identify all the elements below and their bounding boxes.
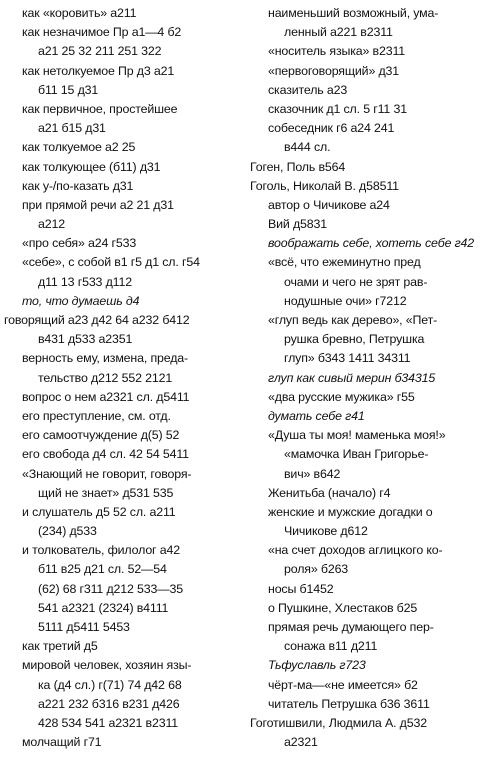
index-entry-line: а21 25 32 211 251 322 xyxy=(38,44,162,59)
index-entry-line: очами и чего не зрят рав- xyxy=(284,274,428,289)
index-entry-line: (62) 68 г311 д212 533—35 xyxy=(38,581,184,596)
index-entry-line: и толкователь, филолог а42 xyxy=(22,543,180,558)
index-column-left xyxy=(4,4,240,752)
index-entry-line: щий не знает» д531 535 xyxy=(38,485,174,500)
index-entry-line: «Душа ты моя! маменька моя!» xyxy=(268,428,446,443)
index-entry-line: молчащий г71 xyxy=(22,735,102,750)
index-entry-line: верность ему, измена, преда- xyxy=(22,351,189,366)
index-entry-line: думать себе г41 xyxy=(268,408,365,423)
index-entry-line: автор о Чичикове а24 xyxy=(268,197,390,212)
index-entry-line: как нетолкуемое Пр д3 а21 xyxy=(22,63,175,78)
index-entry-line: «глуп ведь как дерево», «Пет- xyxy=(268,313,438,327)
index-entry-line: как третий д5 xyxy=(22,639,98,654)
index-entry-line: нодушные очи» г7212 xyxy=(284,293,407,308)
index-entry-line: 541 а2321 (2324) в4111 xyxy=(38,600,169,615)
index-entry-line: мировой человек, хозяин язы- xyxy=(22,658,192,673)
index-entry-line: в431 д533 а2351 xyxy=(38,332,133,347)
index-entry-line: Гоголь, Николай В. д58511 xyxy=(250,178,399,193)
index-entry-line: а21 б15 д31 xyxy=(38,121,106,136)
index-entry-line: как толкуемое а2 25 xyxy=(22,140,136,155)
index-entry-line: его преступление, см. отд. xyxy=(22,408,171,423)
index-entry-line: вич» в642 xyxy=(284,466,341,481)
index-entry-line: носы б1452 xyxy=(268,581,334,596)
index-entry-line: а2321 xyxy=(284,735,318,750)
index-entry-line: как толкующее (б11) д31 xyxy=(22,159,161,174)
index-entry-line: 5111 д5411 5453 xyxy=(38,620,130,634)
index-entry-line: как у-/по-казать д31 xyxy=(22,178,134,193)
index-entry-line: глуп как сивый мерин б34315 xyxy=(268,370,436,385)
index-entry-line: «Знающий не говорит, говоря- xyxy=(22,466,192,481)
index-entry-line: сонажа в11 д211 xyxy=(284,639,378,654)
index-entry-line: как незначимое Пр а1—4 б2 xyxy=(22,25,182,40)
index-entry-line: Чичикове д612 xyxy=(284,524,368,539)
index-entry-line: «мамочка Иван Григорье- xyxy=(284,447,429,462)
index-entry-line: сказочник д1 сл. 5 г11 31 xyxy=(268,101,407,116)
index-entry-line: «про себя» а24 г533 xyxy=(22,236,137,251)
index-entry-line: чёрт-ма—«не имеется» б2 xyxy=(268,677,418,692)
index-entry-line: наименьший возможный, ума- xyxy=(268,6,439,20)
index-entry-line: женские и мужские догадки о xyxy=(268,504,433,519)
index-entry-line: ленный а221 в2311 xyxy=(284,25,393,40)
index-entry-line: б11 в25 д21 сл. 52—54 xyxy=(38,562,167,577)
index-entry-line: «носитель языка» в2311 xyxy=(268,44,406,59)
index-entry-line: сказитель а23 xyxy=(268,82,348,97)
index-entry-line: воображать себе, хотеть себе г42 xyxy=(268,236,475,251)
index-entry-line: рушка бревно, Петрушка xyxy=(284,332,425,347)
index-entry-line: «на счет доходов аглицкого ко- xyxy=(268,543,443,558)
index-entry-line: при прямой речи а2 21 д31 xyxy=(22,197,174,212)
index-entry-line: ка (д4 сл.) г(71) 74 д42 68 xyxy=(38,677,182,692)
index-entry-line: «первоговорящий» д31 xyxy=(268,63,400,78)
index-entry-line: как «коровить» а211 xyxy=(22,6,137,20)
index-entry-line: вопрос о нем а2321 сл. д5411 xyxy=(22,389,190,404)
index-entry-line: б11 15 д31 xyxy=(38,82,99,97)
index-entry-line: в444 сл. xyxy=(284,140,331,155)
index-entry-line: говорящий а23 д42 64 а232 б412 xyxy=(4,313,190,327)
index-entry-line: 428 534 541 а2321 в2311 xyxy=(38,715,179,730)
index-entry-line: «два русские мужика» г55 xyxy=(268,389,415,404)
index-column-right xyxy=(250,4,478,752)
index-entry-line: Вий д5831 xyxy=(268,217,327,232)
index-entry-line: и слушатель д5 52 сл. а211 xyxy=(22,504,176,519)
index-entry-line: читатель Петрушка б36 3611 xyxy=(268,696,430,711)
index-entry-line: «всё, что ежеминутно пред xyxy=(268,255,421,270)
index-entry-line: глуп» б343 1411 34311 xyxy=(284,351,411,366)
index-entry-line: его самоотчуждение д(5) 52 xyxy=(22,428,180,443)
index-entry-line: тельство д212 552 2121 xyxy=(38,370,173,385)
index-entry-line: собеседник г6 а24 241 xyxy=(268,121,395,136)
index-entry-line: (234) д533 xyxy=(38,524,97,539)
index-entry-line: как первичное, простейшее xyxy=(22,101,178,116)
index-entry-line: д11 13 г533 д112 xyxy=(38,274,132,289)
index-entry-line: «себе», с собой в1 г5 д1 сл. г54 xyxy=(22,255,200,270)
index-entry-line: Гоген, Поль в564 xyxy=(250,159,346,174)
index-entry-line: о Пушкине, Хлестаков б25 xyxy=(268,600,418,615)
index-entry-line: прямая речь думающего пер- xyxy=(268,620,434,634)
index-entry-line: роля» б263 xyxy=(284,562,349,577)
index-entry-line: то, что думаешь д4 xyxy=(22,293,140,308)
index-entry-line: а221 232 б316 в231 д426 xyxy=(38,696,180,711)
index-entry-line: Гоготишвили, Людмила А. д532 xyxy=(250,715,427,730)
index-entry-line: Женитьба (начало) г4 xyxy=(268,485,391,500)
index-entry-line: его свобода д4 сл. 42 54 5411 xyxy=(22,447,189,462)
index-entry-line: Тьфуславль г723 xyxy=(268,658,366,673)
index-entry-line: а212 xyxy=(38,217,65,232)
